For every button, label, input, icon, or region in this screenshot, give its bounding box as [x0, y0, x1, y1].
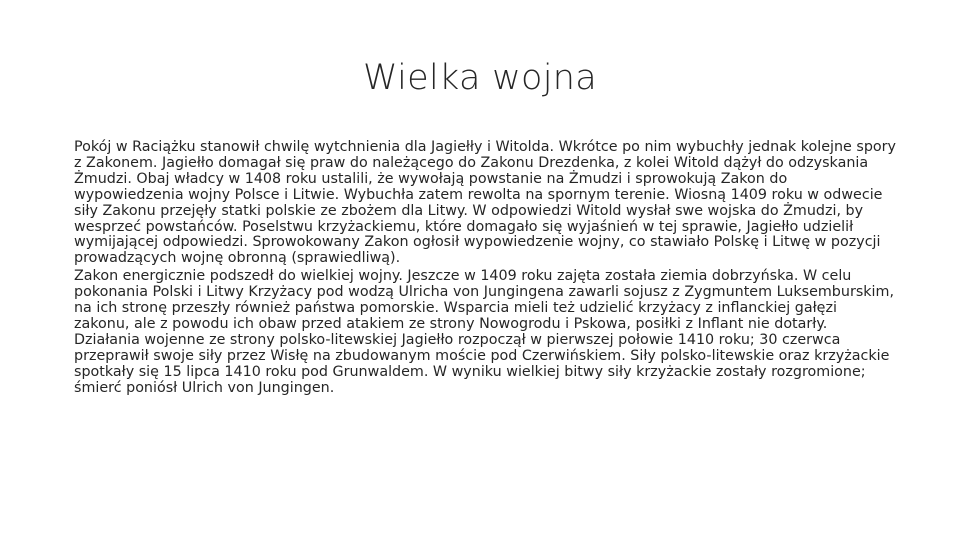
slide-title: Wielka wojna: [362, 58, 598, 98]
paragraph-2: Zakon energicznie podszedł do wielkiej wojny. Jeszcze w 1409 roku zajęta została ziemia dobrzyńska. W celu pokonania Polski i Litwy Krzyżacy pod wodzą Ulricha von Jungingena zawarli sojusz z Zygmuntem Luksemburskim, na ich stronę przeszły również państwa pomorskie. Wsparcia mieli też udzielić krzyżacy z inflanckiej gałęzi zakonu, ale z powodu ich obaw przed atakiem ze strony Nowogrodu i Pskowa, posiłki z Inflant nie dotarły. Działania wojenne ze strony polsko-litewskiej Jagiełło rozpoczął w pierwszej połowie 1410 roku; 30 czerwca przeprawił swoje siły przez Wisłę na zbudowanym moście pod Czerwińskiem. Siły polsko-litewskie oraz krzyżackie spotkały się 15 lipca 1410 roku pod Grunwaldem. W wyniku wielkiej bitwy siły krzyżackie zostały rozgromione; śmierć poniósł Ulrich von Jungingen.: [74, 268, 894, 396]
slide-body: [74, 140, 896, 399]
paragraph-1: Pokój w Raciążku stanowił chwilę wytchnienia dla Jagiełły i Witolda. Wkrótce po nim wybuchły jednak kolejne spory z Zakonem. Jagiełło domagał się praw do należącego do Zakonu Drezdenka, z kolei Witold dążył do odzyskania Żmudzi. Obaj władcy w 1408 roku ustalili, że wywołają powstanie na Żmudzi i sprowokują Zakon do wypowiedzenia wojny Polsce i Litwie. Wybuchła zatem rewolta na spornym terenie. Wiosną 1409 roku w odwecie siły Zakonu przejęły statki polskie ze zbożem dla Litwy. W odpowiedzi Witold wysłał swe wojska do Żmudzi, by wesprzeć powstańców. Poselstwu krzyżackiemu, które domagało się wyjaśnień w tej sprawie, Jagiełło udzielił wymijającej odpowiedzi. Sprowokowany Zakon ogłosił wypowiedzenie wojny, co stawiało Polskę i Litwę w pozycji prowadzących wojnę obronną (sprawiedliwą).: [74, 139, 897, 267]
